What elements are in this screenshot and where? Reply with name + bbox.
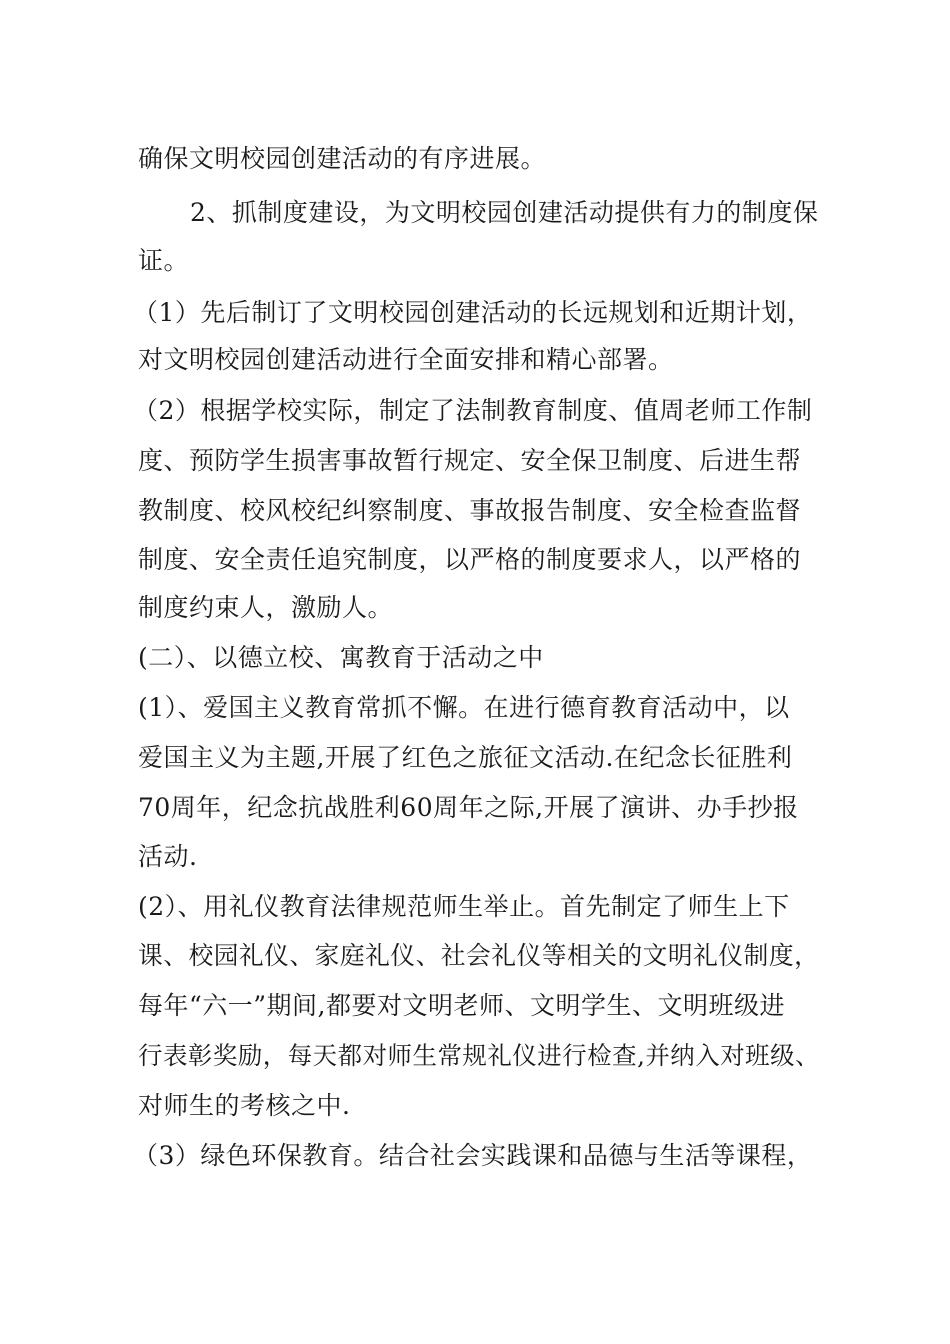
text-line: 证。	[138, 246, 190, 275]
text-line: (2）、用礼仪教育法律规范师生举止。首先制定了师生上下	[138, 892, 790, 921]
text-line: 教制度、校风校纪纠察制度、事故报告制度、安全检查监督	[138, 496, 802, 525]
text-line: 对文明校园创建活动进行全面安排和精心部署。	[138, 345, 674, 374]
text-line: 课、校园礼仪、家庭礼仪、社会礼仪等相关的文明礼仪制度，	[138, 941, 820, 970]
text-line: （3）绿色环保教育。结合社会实践课和品德与生活等课程，	[133, 1141, 813, 1170]
text-line: (二）、以德立校、寓教育于活动之中	[138, 643, 544, 672]
text-line: 行表彰奖励，每天都对师生常规礼仪进行检查,并纳入对班级、	[138, 1041, 821, 1070]
text-line: 70周年，纪念抗战胜利60周年之际,开展了演讲、办手抄报	[138, 793, 799, 822]
text-line: 爱国主义为主题,开展了红色之旅征文活动.在纪念长征胜利	[138, 743, 793, 772]
text-line: （2）根据学校实际，制定了法制教育制度、值周老师工作制	[133, 396, 813, 425]
text-line: 确保文明校园创建活动的有序进展。	[138, 144, 547, 173]
text-line: 每年“六一”期间,都要对文明老师、文明学生、文明班级进	[138, 991, 786, 1020]
text-line: 度、预防学生损害事故暂行规定、安全保卫制度、后进生帮	[138, 446, 802, 475]
text-line: 2、抓制度建设，为文明校园创建活动提供有力的制度保	[190, 198, 819, 227]
text-line: (1）、爱国主义教育常抓不懈。在进行德育教育活动中，以	[138, 693, 790, 722]
text-line: 制度约束人，激励人。	[138, 593, 394, 622]
text-line: 制度、安全责任追究制度，以严格的制度要求人，以严格的	[138, 545, 802, 574]
text-line: 活动.	[138, 842, 198, 871]
text-line: 对师生的考核之中.	[138, 1091, 351, 1120]
text-line: （1）先后制订了文明校园创建活动的长远规划和近期计划，	[133, 298, 813, 327]
